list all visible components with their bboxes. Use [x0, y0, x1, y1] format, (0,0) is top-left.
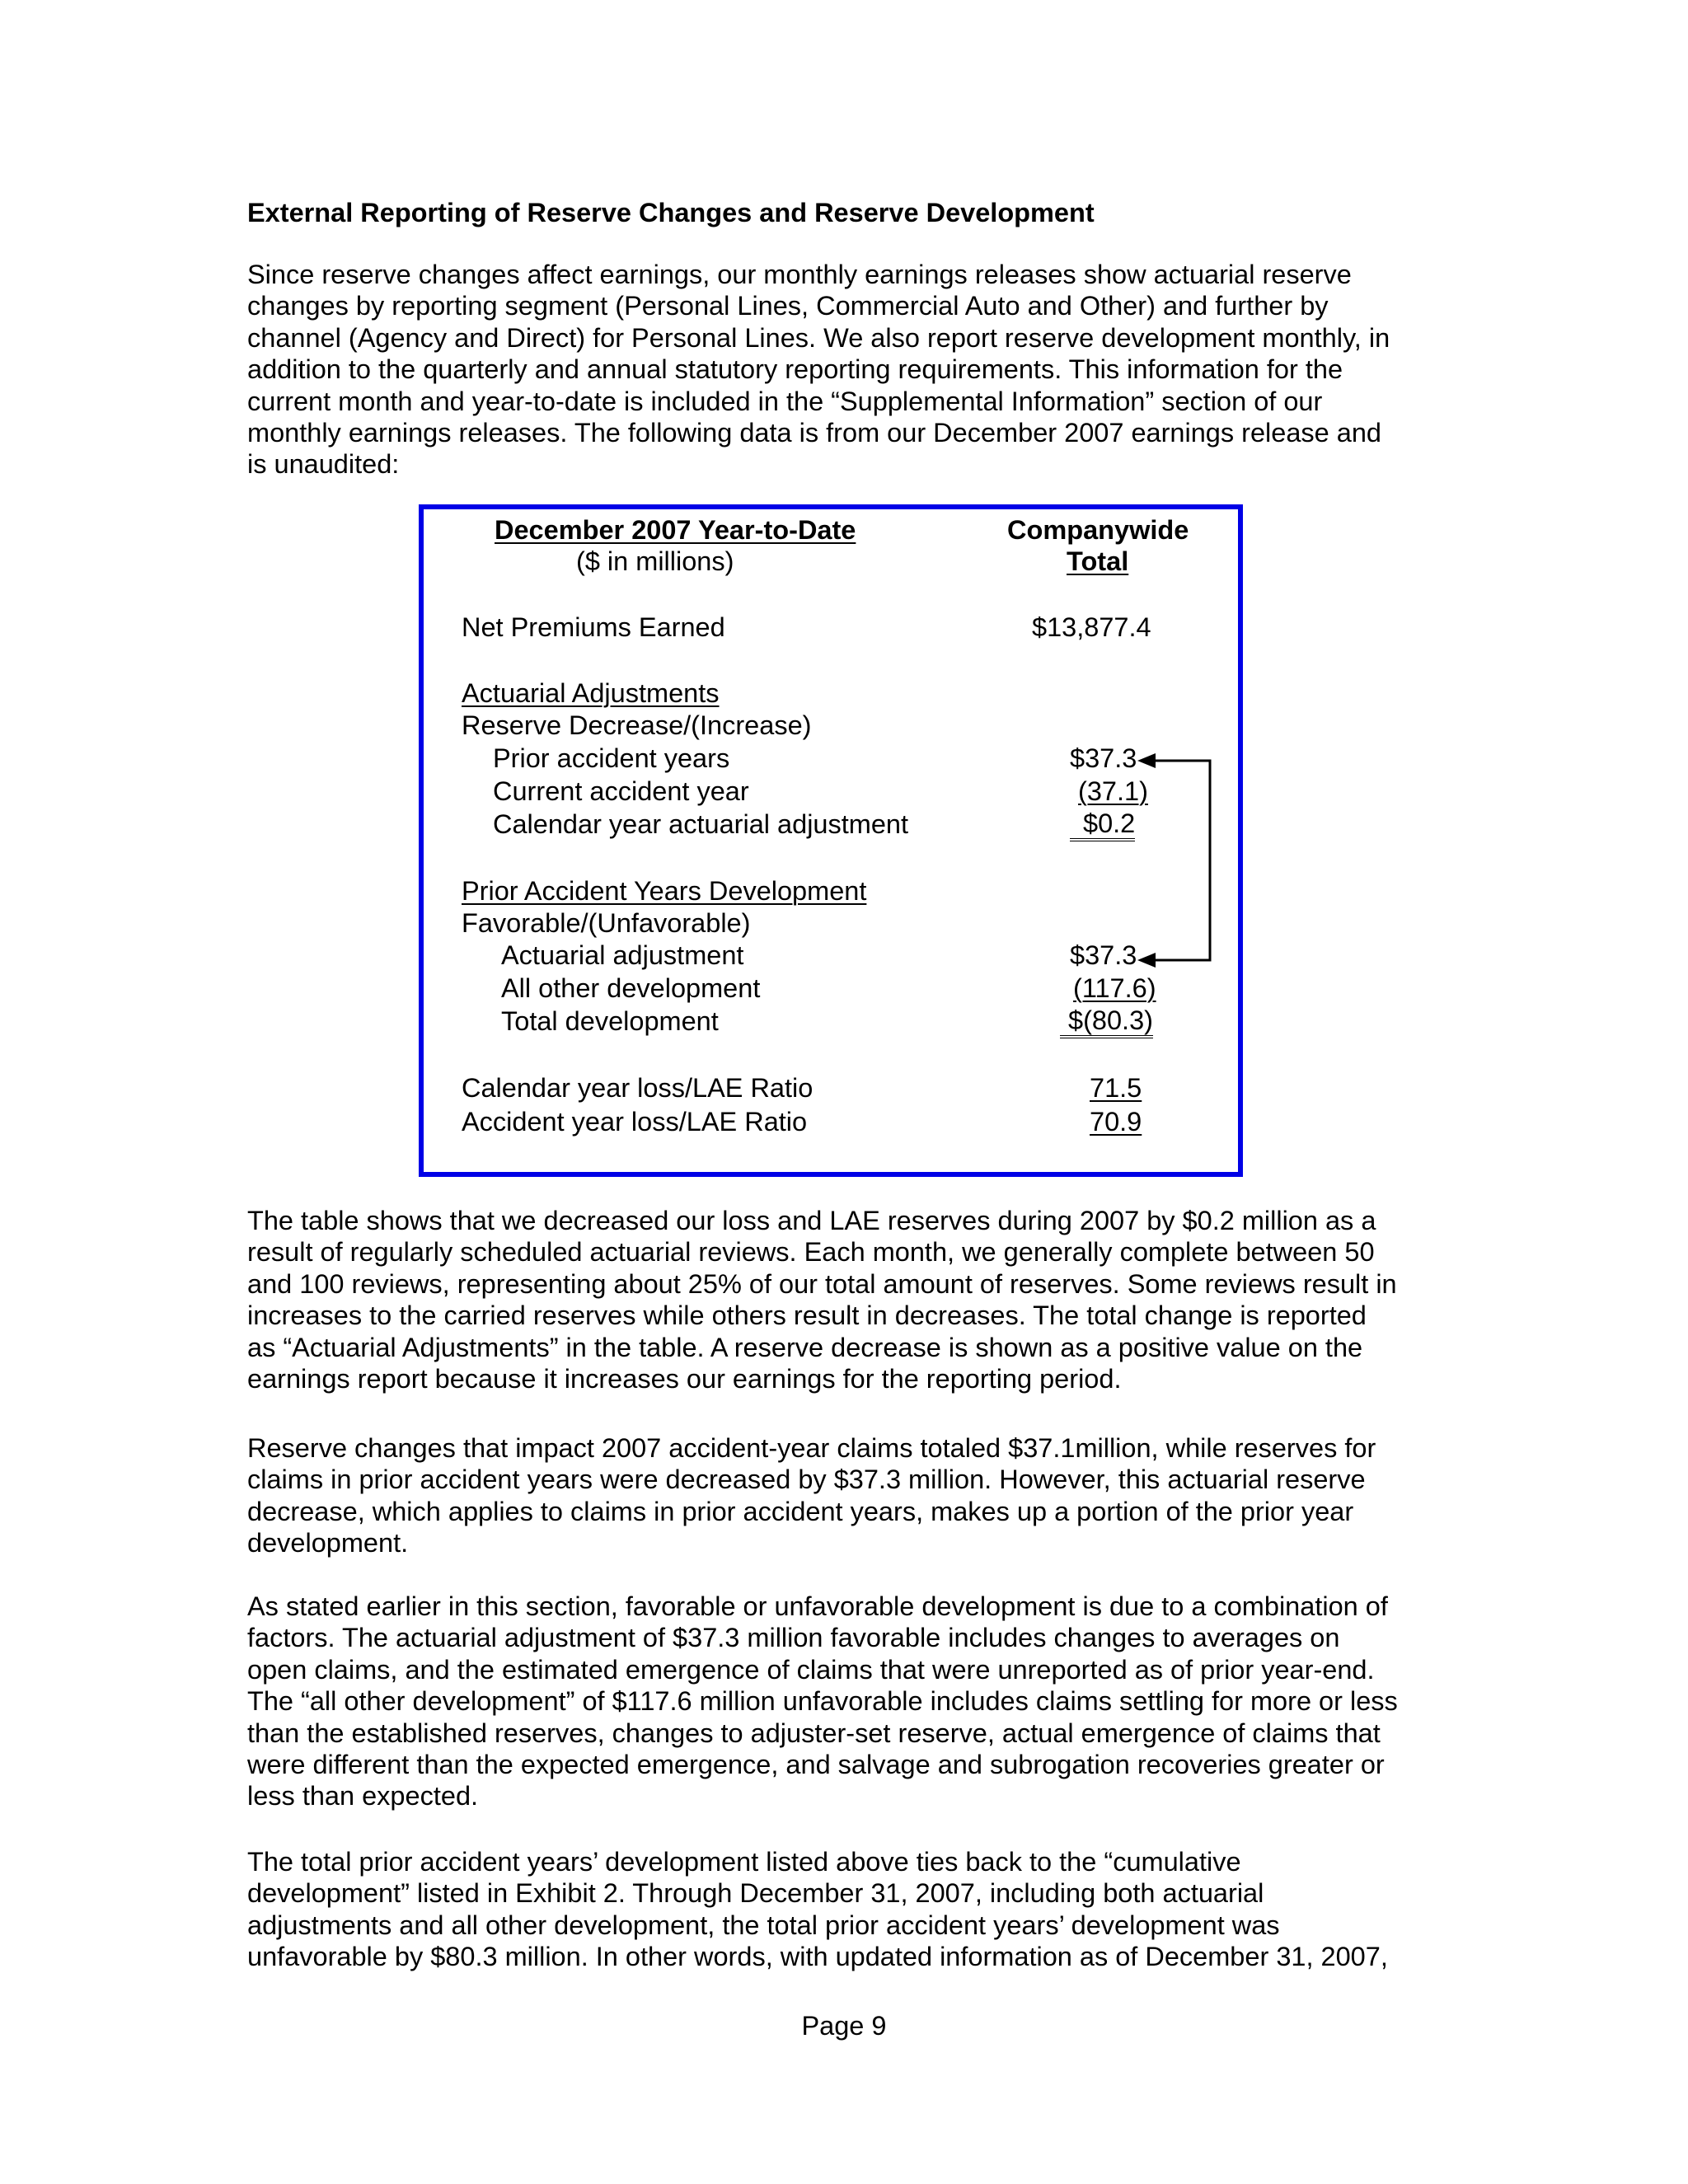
column-header-companywide: Companywide: [1007, 515, 1189, 545]
row-value-calendar-year-ratio: 71.5: [1090, 1073, 1142, 1103]
row-label-prior-accident-years: Prior accident years: [493, 743, 730, 773]
connector-line: [1151, 761, 1210, 960]
text-line: development” listed in Exhibit 2. Through December 31, 2007, including both actuarial: [247, 1878, 1264, 1909]
text-line: as “Actuarial Adjustments” in the table. A reserve decrease is shown as a positive value on the: [247, 1332, 1363, 1362]
paragraph-cumulative-development: [247, 1846, 1467, 1973]
page-number: Page 9: [801, 2011, 887, 2041]
text-line: Since reserve changes affect earnings, our monthly earnings releases show actuarial reserve: [247, 260, 1352, 289]
prior-years-development-heading: Prior Accident Years Development: [462, 876, 867, 906]
arrowhead-icon: [1137, 753, 1156, 768]
row-label-calendar-year-ratio: Calendar year loss/LAE Ratio: [462, 1073, 814, 1103]
text-line: changes by reporting segment (Personal Lines, Commercial Auto and Other) and further by: [247, 291, 1329, 321]
text-line: factors. The actuarial adjustment of $37.3 million favorable includes changes to averages on: [247, 1623, 1340, 1653]
actuarial-adjustments-subheading: Reserve Decrease/(Increase): [462, 710, 812, 740]
row-label-current-accident-year: Current accident year: [493, 776, 749, 806]
table-header-title: December 2007 Year-to-Date: [495, 515, 856, 545]
text-line: addition to the quarterly and annual statutory reporting requirements. This information for the: [247, 354, 1343, 385]
text-line: increases to the carried reserves while others result in decreases. The total change is reported: [247, 1301, 1367, 1331]
row-value-calendar-year-adjustment: $0.2: [1070, 808, 1135, 841]
text-line: unfavorable by $80.3 million. In other words, with updated information as of December 31, 2007,: [247, 1942, 1388, 1972]
tie-out-arrows: [424, 509, 1238, 1172]
text-line: The total prior accident years’ development listed above ties back to the “cumulative: [247, 1847, 1241, 1877]
text-line: than the established reserves, changes to adjuster-set reserve, actual emergence of claims that: [247, 1718, 1381, 1748]
table-header-subtitle: ($ in millions): [576, 546, 734, 576]
text-line: Reserve changes that impact 2007 accident-year claims totaled $37.1million, while reserves for: [247, 1433, 1376, 1463]
row-label-all-other-development: All other development: [501, 973, 761, 1003]
text-line: channel (Agency and Direct) for Personal Lines. We also report reserve development monthly, in: [247, 322, 1390, 353]
npe-label: Net Premiums Earned: [462, 612, 725, 642]
text-line: monthly earnings releases. The following data is from our December 2007 earnings release and: [247, 417, 1381, 448]
text-line: decrease, which applies to claims in prior accident years, makes up a portion of the prior year: [247, 1496, 1354, 1526]
text-line: is unaudited:: [247, 449, 400, 480]
text-line: development.: [247, 1528, 409, 1558]
npe-value: $13,877.4: [1032, 612, 1151, 642]
prior-years-development-subheading: Favorable/(Unfavorable): [462, 908, 751, 938]
row-value-prior-accident-years: $37.3: [1070, 743, 1137, 773]
text-line: adjustments and all other development, the total prior accident years’ development was: [247, 1910, 1280, 1940]
text-line: and 100 reviews, representing about 25% of our total amount of reserves. Some reviews result in: [247, 1268, 1397, 1299]
column-header-total: Total: [1067, 546, 1129, 576]
text-line: open claims, and the estimated emergence of claims that were unreported as of prior year-end.: [247, 1654, 1375, 1685]
row-label-actuarial-adjustment: Actuarial adjustment: [501, 940, 744, 970]
text-line: The “all other development” of $117.6 million unfavorable includes claims settling for more or less: [247, 1686, 1398, 1717]
text-line: The table shows that we decreased our loss and LAE reserves during 2007 by $0.2 million as a: [247, 1206, 1376, 1235]
reserve-table-box: [419, 504, 1243, 1177]
text-line: As stated earlier in this section, favorable or unfavorable development is due to a combination of: [247, 1591, 1388, 1621]
row-label-accident-year-ratio: Accident year loss/LAE Ratio: [462, 1107, 808, 1137]
text-line: claims in prior accident years were decreased by $37.3 million. However, this actuarial reserve: [247, 1465, 1366, 1495]
text-line: current month and year-to-date is included in the “Supplemental Information” section of our: [247, 386, 1323, 416]
paragraph-table-explanation: [247, 1205, 1467, 1394]
text-line: less than expected.: [247, 1781, 479, 1811]
actuarial-adjustments-heading: Actuarial Adjustments: [462, 678, 720, 708]
row-value-current-accident-year: (37.1): [1078, 776, 1148, 806]
text-line: earnings report because it increases our earnings for the reporting period.: [247, 1363, 1122, 1394]
arrowhead-icon: [1137, 953, 1156, 968]
row-label-total-development: Total development: [501, 1006, 719, 1036]
row-label-calendar-year-adjustment: Calendar year actuarial adjustment: [493, 809, 909, 839]
row-value-accident-year-ratio: 70.9: [1090, 1107, 1142, 1137]
paragraph-development-factors: [247, 1591, 1467, 1812]
row-value-all-other-development: (117.6): [1073, 973, 1156, 1003]
row-value-actuarial-adjustment: $37.3: [1070, 940, 1137, 970]
text-line: result of regularly scheduled actuarial reviews. Each month, we generally complete between 50: [247, 1237, 1375, 1268]
row-value-total-development: $(80.3): [1060, 1005, 1153, 1038]
text-line: were different than the expected emergence, and salvage and subrogation recoveries greater or: [247, 1749, 1385, 1779]
section-heading: External Reporting of Reserve Changes and Reserve Development: [247, 198, 1095, 227]
paragraph-intro: [247, 259, 1467, 480]
paragraph-reserve-changes: [247, 1432, 1467, 1559]
